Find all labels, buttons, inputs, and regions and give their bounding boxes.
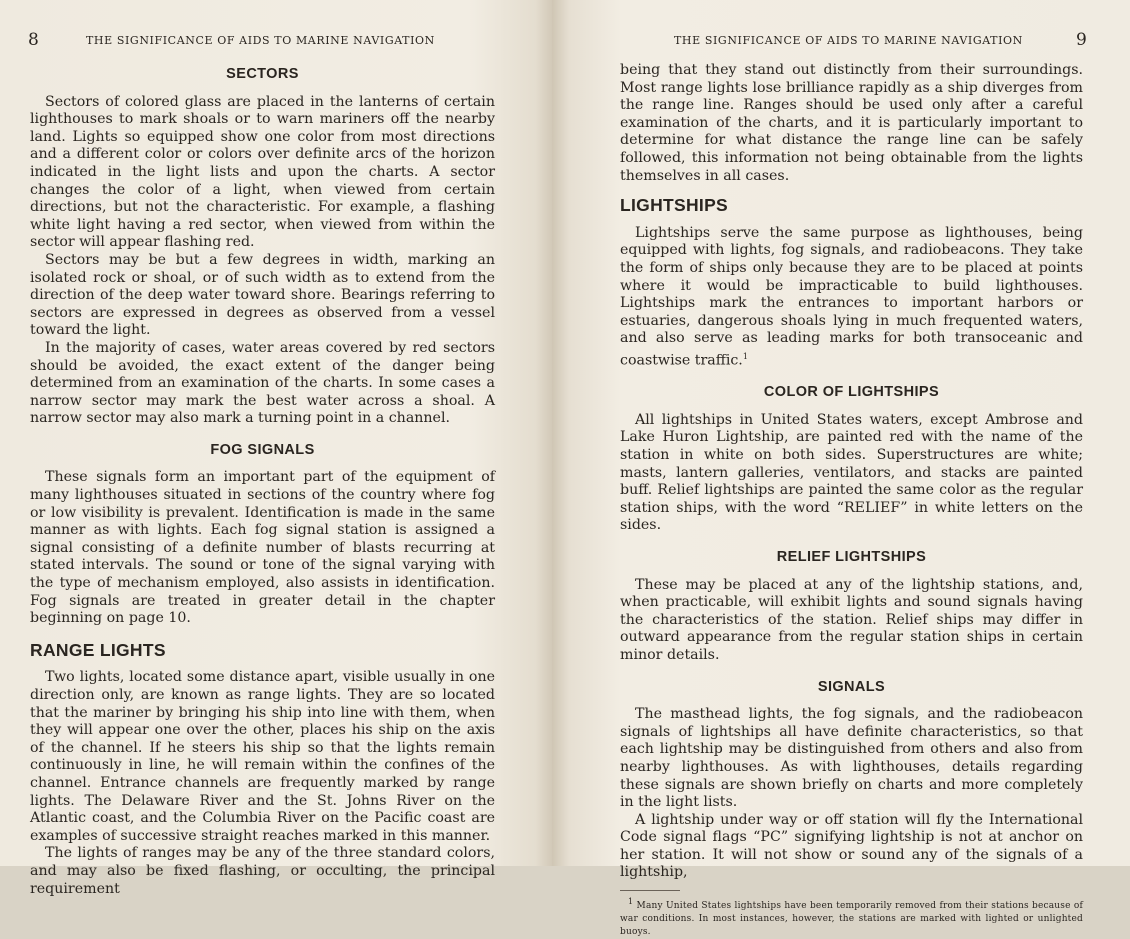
page-number: 8 <box>28 30 39 50</box>
section-heading-relief-lightships: RELIEF LIGHTSHIPS <box>776 548 927 565</box>
paragraph: These signals form an important part of the equipment of many lighthouses situated in sections of the country where fog or low visibility is prevalent. Identification is made in the same manner as with lights. Each fog signal station is assigned a signal consisting of a definite number of blasts recurring at stated intervals. The sound or tone of the signal varying with the type of mechanism employed, also assists in identification. Fog signals are treated in greater detail in the chapter beginning on page 10. <box>30 469 495 627</box>
paragraph: In the majority of cases, water areas covered by red sectors should be avoided, the exact extent of the danger being determined from an examination of the charts. In some cases a narrow sector may mark the best water across a shoal. A narrow sector may also mark a turning point in a channel. <box>30 339 495 427</box>
paragraph: All lightships in United States waters, except Ambrose and Lake Huron Lightship, are painted red with the name of the station in white on both sides. Superstructures are white; masts, lantern galleries, ventilators, and stacks are painted buff. Relief lightships are painted the same color as the regular station ships, with the word “RELIEF” in white letters on the sides. <box>620 411 1083 534</box>
running-head: THE SIGNIFICANCE OF AIDS TO MARINE NAVIGATION <box>674 34 1023 47</box>
footnote-marker: 1 <box>742 351 748 361</box>
footnote <box>620 895 1083 939</box>
paragraph: Two lights, located some distance apart, visible usually in one direction only, are known as range lights. They are so located that the mariner by bringing his ship into line with them, when they will appear one over the other, places his ship on the axis of the channel. If he steers his ship so that the lights remain continuously in line, he will remain within the confines of the channel. Entrance channels are frequently marked by range lights. The Delaware River and the St. Johns River on the Atlantic coast, and the Columbia River on the Pacific coast are examples of successive straight reaches marked in this manner. <box>30 669 495 844</box>
right-page-body <box>620 62 1083 939</box>
paragraph: A lightship under way or off station will fly the International Code signal flags “PC” signifying lightship is not at anchor on her station. It will not show or sound any of the signals of a lightship, <box>620 811 1083 881</box>
section-heading-signals: SIGNALS <box>817 678 886 695</box>
section-heading-fog-signals: FOG SIGNALS <box>210 441 315 458</box>
paragraph: Sectors of colored glass are placed in the lanterns of certain lighthouses to mark shoals or to warn mariners off the nearby land. Lights so equipped show one color from most directions and a different color or colors over definite arcs of the horizon indicated in the light lists and upon the charts. A sector changes the color of a light, when viewed from certain directions, but not the characteristic. For example, a flashing white light having a red sector, when viewed from within the sector will appear flashing red. <box>30 93 495 251</box>
footnote-marker: 1 <box>628 897 634 907</box>
paragraph-text: Lightships serve the same purpose as lighthouses, being equipped with lights, fog signals, and radiobeacons. They take the form of ships only because they are to be placed at points where it would be impracticable to build lighthouses. Lightships mark the entrances to important harbors or estuaries, dangerous shoals lying in much frequented waters, and also serve as leading marks for both transoceanic and coastwise traffic. <box>620 224 1083 369</box>
paragraph: The masthead lights, the fog signals, and the radiobeacon signals of lightships all have definite characteristics, so that each lightship may be distinguished from others and also from nearby lighthouses. As with lighthouses, details regarding these signals are shown briefly on charts and more completely in the light lists. <box>620 706 1083 811</box>
section-heading-color-of-lightships: COLOR OF LIGHTSHIPS <box>763 384 940 401</box>
right-page <box>552 0 1130 938</box>
running-head: THE SIGNIFICANCE OF AIDS TO MARINE NAVIGATION <box>86 34 435 47</box>
left-page-body <box>30 60 495 898</box>
paragraph: Sectors may be but a few degrees in width, marking an isolated rock or shoal, or of such width as to extend from the direction of the deep water toward shore. Bearings referring to sectors are expressed in degrees as observed from a vessel toward the light. <box>30 251 495 339</box>
paragraph-continuation: being that they stand out distinctly from their surroundings. Most range lights lose brilliance rapidly as a ship diverges from the range line. Ranges should be used only after a careful examination of the charts, and it is particularly important to determine for what distance the range line can be safely followed, this information not being obtainable from the lights themselves in all cases. <box>620 62 1083 184</box>
footnote-rule <box>620 890 680 891</box>
paragraph: These may be placed at any of the lightship stations, and, when practicable, will exhibit lights and sound signals having the characteristics of the station. Relief ships may differ in outward appearance from the regular station ships in certain minor details. <box>620 576 1083 663</box>
paragraph: The lights of ranges may be any of the three standard colors, and may also be fixed flashing, or occulting, the principal requirement <box>30 845 495 897</box>
page-number: 9 <box>1076 30 1087 50</box>
left-page <box>0 0 552 897</box>
section-heading-range-lights: RANGE LIGHTS <box>30 639 166 660</box>
section-heading-lightships: LIGHTSHIPS <box>620 195 729 216</box>
paragraph <box>620 225 1083 370</box>
footnote-text: Many United States lightships have been temporarily removed from their stations because of war conditions. In most instances, however, the stations are marked with lighted or unlighted buoys. <box>620 901 1084 938</box>
section-heading-sectors: SECTORS <box>226 66 299 82</box>
